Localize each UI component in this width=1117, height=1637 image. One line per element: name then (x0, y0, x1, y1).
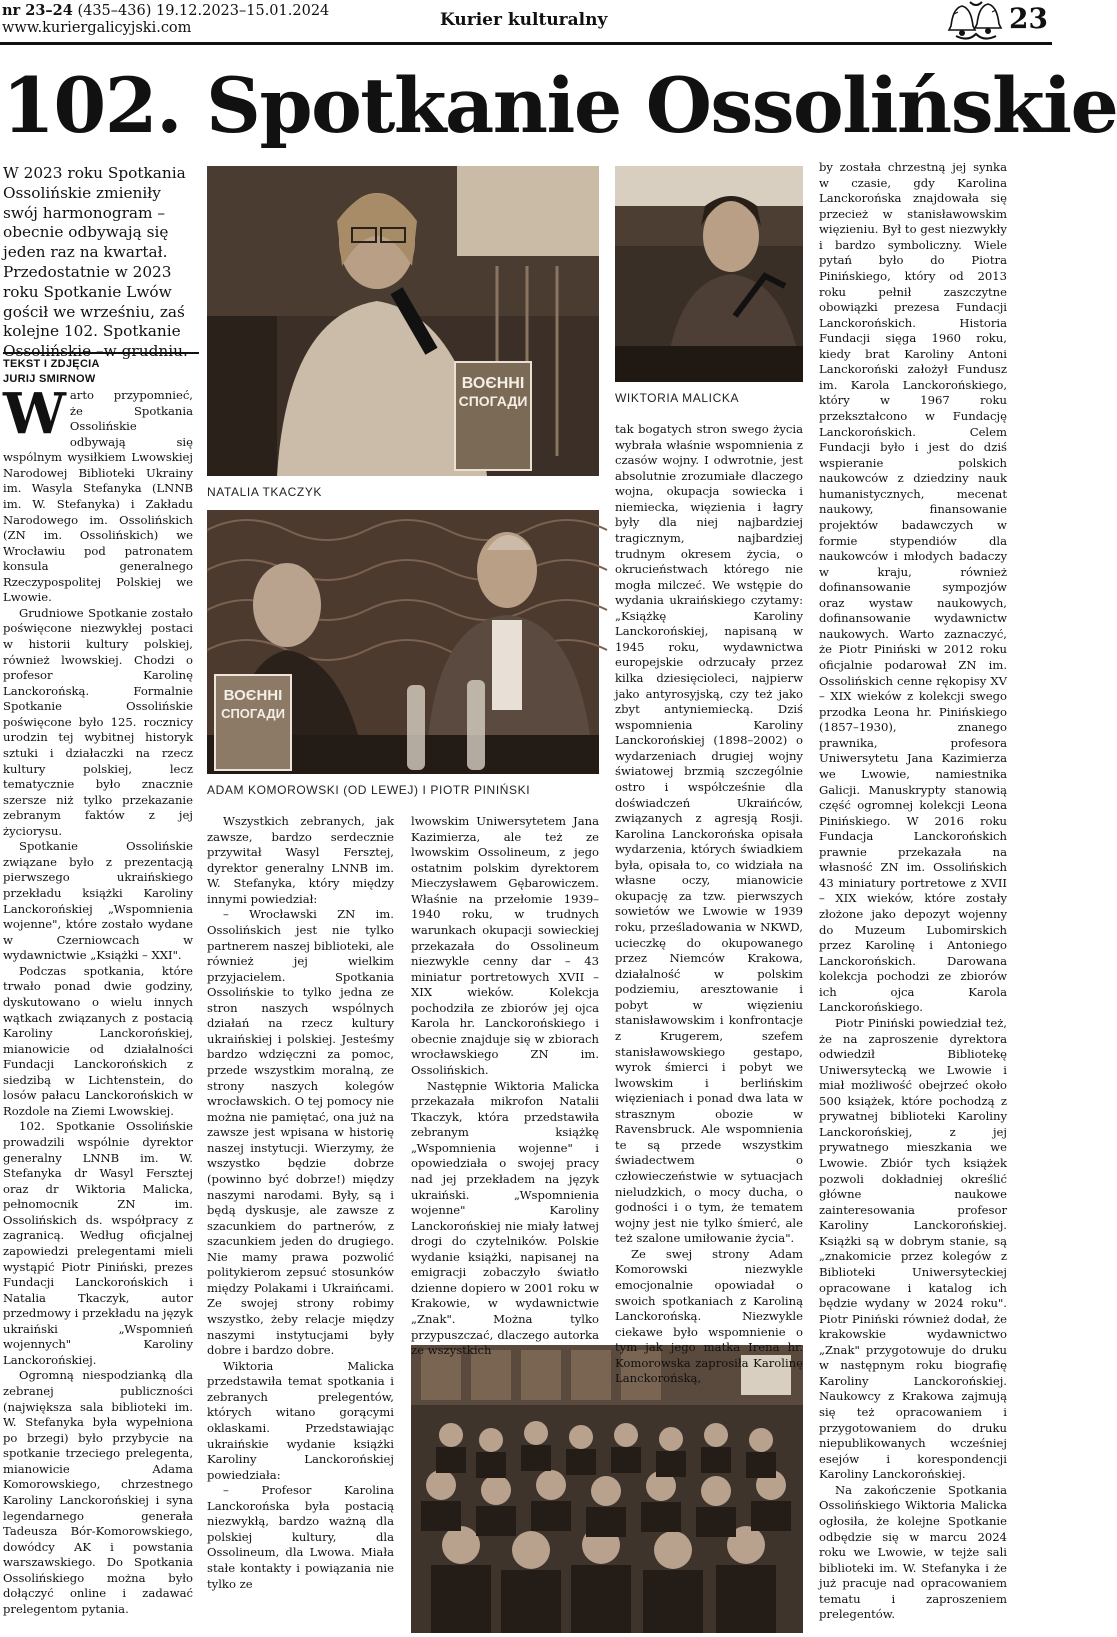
photo-caption: ADAM KOMOROWSKI (OD LEWEJ) I PIOTR PINIŃSKI (207, 783, 531, 797)
paragraph: Spotkanie Ossolińskie związane było z prezentacją pierwszego ukraińskiego przekładu książki Karoliny Lanckorońskiej „Wspomnienia wojenne", które zostało wydane w Czerniowcach w wydawnictwie „Książki – XXI". (3, 839, 193, 963)
paragraph: – Wrocławski ZN im. Ossolińskich jest nie tylko partnerem naszej biblioteki, ale również jej wielkim przyjacielem. Spotkania Ossolińskie to tylko jedna ze stron naszych wspólnych działań na rzecz kultury ukraińskiej i polskiej. Jesteśmy bardzo wdzięczni za pomoc, przede wszystkim moralną, ze strony naszych kolegów wrocławskich. O tej pomocy nie można nie pamiętać, ona już na zawsze jest wpisana w historię naszej instytucji. Wierzymy, że wszystko będzie dobrze (powinno być dobrze!) między naszymi narodami. Były, są i będą dyskusje, ale zawsze z szacunkiem do partnerów, z szacunkiem jeden do drugiego. Nie mamy prawa pozwolić politykierom zepsuć stosunków między Polakami i Ukraińcami. Ze swojej strony robimy wszystko, żeby relacje między naszymi instytucjami były dobre i bardzo dobre. (207, 907, 394, 1358)
issue-dates: (435–436) 19.12.2023–15.01.2024 (72, 3, 330, 19)
paragraph: Ze swej strony Adam Komorowski niezwykle emocjonalnie opowiadał o swoich spotkaniach z Karoliną Lanckorońską. Niezwykle ciekawe było wspomnienie o tym jak jego matka Irena hr. Komorowska zaprosiła Karolinę Lanckorońską, (615, 1246, 803, 1386)
paragraph: Ogromną niespodzianką dla zebranej publiczności (największa sala biblioteki im. W. Stefanyka była wypełniona po brzegi) było przybycie na spotkanie trzeciego prelegenta, mianowicie Adama Komorowskiego, chrzestnego Karoliny Lanckorońskiej i syna legendarnego generała Tadeusza Bór-Komorowskiego, dowódcy AK i powstania warszawskiego. Do Spotkania Ossolińskiego można było dołączyć online i zadawać prelegentom pytania. (3, 1368, 193, 1616)
header-rule (0, 42, 1052, 45)
book-title-line1: ВОЄННІ (223, 687, 283, 704)
paragraph: lwowskim Uniwersytetem Jana Kazimierza, ale też ze lwowskim Ossolineum, z jego ostatnim polskim dyrektorem Mieczysławem Gębarowiczem. Właśnie na przełomie 1939–1940 roku, w trudnych warunkach okupacji sowieckiej przekazała do Ossolineum niezwykle cenny dar – 43 miniatur portretowych XVII – XIX wieków. Kolekcja pochodziła ze zbiorów jej ojca Karola hr. Lanckorońskiego i obecnie znajduje się w zbiorach wrocławskiego ZN im. Ossolińskich. (411, 814, 599, 1077)
book-title-line2: СПОГАДИ (221, 706, 285, 721)
article-lead: W 2023 roku Spotkania Ossolińskie zmieniły swój harmonogram – obecnie odbywają się jeden raz na kwartał. Przedostatnie w 2023 roku Spotkanie Lwów gościł we wrześniu, zaś kolejne 102. Spotkanie (3, 164, 186, 341)
text-column-4 (615, 422, 803, 1386)
book-title-line1: ВОЄННІ (461, 375, 525, 392)
text-column-3 (411, 814, 599, 1358)
paragraph: by została chrzestną jej synka w czasie, gdy Karolina Lanckorońska znajdowała się przecież w stanisławowskim więzieniu. Był to gest niezwykły i bardzo symboliczny. Wiele pytań było do Piotra Pinińskiego, który od 2013 roku pełnił zaszczytne obowiązki prezesa Fundacji Lanckorońskich. Historia Fundacji sięga 1960 roku, kiedy brat Karoliny Antoni Lanckoroński założył Fundusz im. Karola Lanckorońskiego, który w 1967 roku przekształcono w Fundację Lanckorońskich. Celem Fundacji było i jest do dziś wspieranie polskich naukowców z dziedziny nauk humanistycznych, mecenat naukowy, finansowanie projektów badawczych w formie stypendiów dla naukowców i młodych badaczy w kraju, również dofinansowanie sympozjów oraz wystaw naukowych, dofinansowanie wydawnictw naukowych. Warto zaznaczyć, że Piotr Piniński w 2012 roku oficjalnie podarował ZN im. Ossolińskich cenne rękopisy XV – XIX wieków z kolekcji swego przodka Leona hr. Pinińskiego (1857–1930), znanego prawnika, profesora Uniwersytetu Jana Kazimierza we Lwowie, namiestnika Galicji. Manuskrypty stanowią część ogromnej kolekcji Leona Pinińskiego. W 2016 roku Fundacja Lanckorońskich prawnie przekazała na własność ZN im. Ossolińskich 43 miniatury portretowe z XVII – XIX wieków, które zostały złożone jako depozyt wojenny do Muzeum Lubomirskich przez Karolinę i Antoniego Lanckorońskich. Darowana kolekcja pochodzi ze zbiorów ich ojca Karola Lanckorońskiego. (819, 160, 1007, 1015)
text-column-5 (819, 160, 1007, 1637)
photo-audience (411, 1345, 803, 1633)
paragraph: Piotr Piniński powiedział też, że na zaproszenie dyrektora odwiedził Bibliotekę Uniwersytecką we Lwowie i miał możliwość obejrzeć około 500 książek, które pochodzą z prywatnej biblioteki Karoliny Lanckorońskiej, z jej prywatnego mieszkania we Lwowie. Zbiór tych książek pozwoli dokładniej określić główne naukowe zainteresowania profesor Karoliny Lanckorońskiej. Książki są w dobrym stanie, są „znakomicie przez kolegów z Biblioteki Uniwersyteckiej opracowane i katalog ich będzie wydany w 2024 roku". Piotr Piniński również dodał, że krakowskie wydawnictwo „Znak" przygotowuje do druku w następnym roku biografię Karoliny Lanckorońskiej. Naukowcy z Krakowa zajmują się też opracowaniem i przygotowaniem do druku niepublikowanych wcześniej esejów i korespondencji Karoliny Lanckorońskiej. (819, 1015, 1007, 1482)
header-issue-info (2, 2, 329, 37)
paragraph: – Profesor Karolina Lanckorońska była postacią niezwykłą, bardzo ważną dla polskiej kultury, dla Ossolineum, dla Lwowa. Miała stałe kontakty i powiązania nie tylko ze (207, 1483, 394, 1591)
credit-author: JURIJ SMIRNOW (3, 373, 96, 385)
website-link[interactable]: www.kuriergalicyjski.com (2, 20, 192, 36)
christmas-bells-icon (948, 0, 1004, 42)
text-column-1 (3, 381, 193, 1637)
photo-natalia-tkaczyk (207, 166, 599, 476)
photo-wiktoria-malicka (615, 166, 803, 382)
paragraph: Podczas spotkania, które trwało ponad dwie godziny, dyskutowano o wielu innych wątkach związanych z postacią Karoliny Lanckorońskiej, mianowicie od działalności Fundacji Lanckorońskich z siedzibą w Lichtenstein, do losów pałacu Lanckorońskich w Rozdole na Ziemi Lwowskiej. (3, 963, 193, 1118)
text-column-2 (207, 814, 394, 1637)
paragraph: Wszystkich zebranych, jak zawsze, bardzo serdecznie przywitał Wasyl Fersztej, dyrektor generalny LNNB im. W. Stefanyka, który między innymi powiedział: (207, 814, 394, 906)
photo-caption: NATALIA TKACZYK (207, 485, 323, 499)
issue-number: nr 23–24 (2, 2, 73, 19)
paragraph: Grudniowe Spotkanie zostało poświęcone niezwykłej postaci w historii kultury polskiej, również lwowskiej. Chodzi o profesor Karolinę Lanckorońską. Formalnie Spotkanie Ossolińskie poświęcone było 125. rocznicy urodzin tej wybitnej historyk sztuki i działaczki na rzecz kultury polskiej, lecz tematycznie było znacznie szersze niż tylko przekazanie zebranym faktów z jej życiorysu. (3, 605, 193, 838)
photo-komorowski-pininski (207, 510, 599, 774)
paragraph: 102. Spotkanie Ossolińskie prowadzili wspólnie dyrektor generalny LNNB im. W. Stefanyka dr Wasyl Fersztej oraz dr Wiktoria Malicka, pełnomocnik ZN im. Ossolińskich ds. współpracy z zagranicą. Według oficjalnej zapowiedzi prelegentami mieli wystąpić Piotr Piniński, prezes Fundacji Lanckorońskich i Natalia Tkaczyk, autor przedmowy i przekładu na język ukraiński „Wspomnień wojennych" Karoliny Lanckorońskiej. (3, 1119, 193, 1367)
page-number: 23 (1009, 2, 1048, 35)
book-title-line2: СПОГАДИ (458, 393, 528, 409)
credit-label: TEKST I ZDJĘCIA (3, 358, 100, 370)
paragraph: Następnie Wiktoria Malicka przekazała mikrofon Natalii Tkaczyk, która przedstawiła zebranym książkę „Wspomnienia wojenne" i opowiedziała o swojej pracy nad jej przekładem na język ukraiński. „Wspomnienia wojenne" Karoliny Lanckorońskiej nie miały łatwej drogi do czytelników. Polskie wydanie książki, napisanej na emigracji zobaczyło światło dzienne dopiero w 2001 roku w Krakowie, w wydawnictwie „Znak". Można tylko przypuszczać, dlaczego autorka ze wszystkich (411, 1078, 599, 1358)
photo-caption: WIKTORIA MALICKA (615, 391, 740, 405)
paragraph: Wiktoria Malicka przedstawiła temat spotkania i zebranych prelegentów, których witano gorącymi oklaskami. Przedstawiając ukraińskie wydanie książki Karoliny Lanckorońskiej powiedziała: (207, 1358, 394, 1482)
section-title: Kurier kulturalny (440, 10, 608, 30)
paragraph: arto przypomnieć, że Spotkania Ossolińskie odbywają się wspólnym wysiłkiem Lwowskiej Narodowej Biblioteki Ukrainy im. Wasyla Stefanyka (LNNB im. W. Stefanyka) i Zakładu Narodowego im. Ossolińskich (ZN im. Ossolińskich) we Wrocławiu pod patronatem konsula generalnego Rzeczypospolitej Polskiej we Lwowie. (3, 388, 193, 605)
paragraph: tak bogatych stron swego życia wybrała właśnie wspomnienia z czasów wojny. I odwrotnie, jest absolutnie zrozumiałe dlaczego wojna, okupacja sowiecka i niemiecka, więzienia i łagry były dla niej najbardziej tragicznym, najbardziej trudnym okresem życia, o okrucieństwach którego nie mogła milczeć. We wstępie do wydania ukraińskiego czytamy: „Książkę Karoliny Lanckorońskiej, napisaną w 1945 roku, wydawnictwa europejskie odrzucały przez kilka dziesięcioleci, najpierw jako antyrosyjską, czy też jako zbyt antyniemiecką. Dziś wspomnienia Karoliny Lanckorońskiej (1898–2002) o wydarzeniach drugiej wojny światowej brzmią szczególnie ostro i współcześnie dla doświadczeń Ukraińców, związanych z agresją Rosji. Karolina Lanckorońska opisała wydarzenia, których świadkiem była, opisała to, co widziała na własne oczy, mianowicie okupację za tzw. pierwszych sowietów we Lwowie w 1939 roku, prześladowania w NKWD, ucieczkę do okupowanego przez Niemców Krakowa, działalność w polskim podziemiu, aresztowanie i pobyt w więzieniu stanisławowskim i konfrontacje z Krugerem, szefem stanisławowskiego gestapo, wyrok śmierci i pobyt we lwowskim i berlińskim więzieniach i ponad dwa lata w strasznym obozie w Ravensbruck. Ale wspomnienia te są przede wszystkim świadectwem o człowieczeństwie w sytuacjach nieludzkich, o mocy ducha, o godności i o tym, że tematem wojny jest nie tylko śmierć, ale też szalone umiłowanie życia". (615, 422, 803, 1246)
dropcap: W (3, 381, 66, 447)
article-title: 102. Spotkanie Ossolińskie (2, 61, 1117, 150)
credit-rule (3, 352, 199, 354)
paragraph: Na zakończenie Spotkania Ossolińskiego Wiktoria Malicka ogłosiła, że kolejne Spotkanie odbędzie się w marcu 2024 roku we Lwowie, w tejże sali biblioteki im. W. Stefanyka i że już pracuje nad opracowaniem tematu i zaproszeniem prelegentów. (819, 1482, 1007, 1622)
